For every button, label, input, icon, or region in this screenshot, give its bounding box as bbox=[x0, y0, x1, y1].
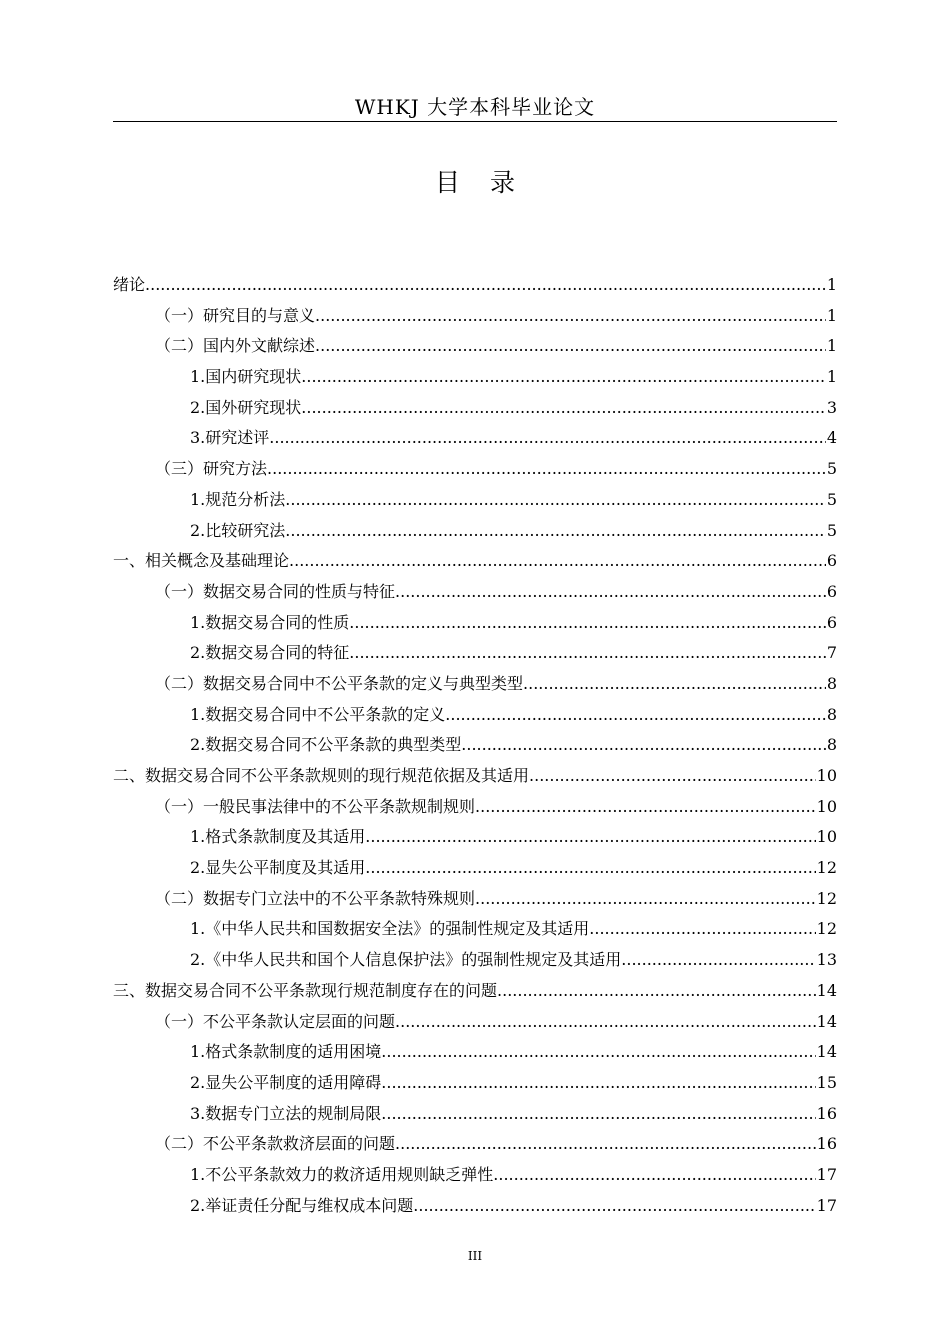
toc-entry-text: 2.显失公平制度及其适用 bbox=[190, 858, 366, 878]
toc-entry-text: 三、数据交易合同不公平条款现行规范制度存在的问题 bbox=[113, 980, 498, 1000]
toc-dot-leader bbox=[523, 669, 826, 700]
toc-dot-leader bbox=[285, 516, 826, 547]
toc-entry-page: 17 bbox=[816, 1195, 837, 1215]
toc-entry[interactable] bbox=[113, 546, 837, 577]
toc-entry[interactable] bbox=[113, 638, 837, 669]
toc-entry[interactable] bbox=[113, 1160, 837, 1191]
toc-entry-text: （二）数据专门立法中的不公平条款特殊规则 bbox=[155, 888, 476, 908]
toc-entry-text: 2.显失公平制度的适用障碍 bbox=[190, 1072, 382, 1092]
toc-entry-text: 3.数据专门立法的规制局限 bbox=[190, 1103, 382, 1123]
toc-dot-leader bbox=[349, 638, 826, 669]
toc-entry-page: 17 bbox=[816, 1164, 837, 1184]
toc-dot-leader bbox=[365, 822, 815, 853]
toc-entry-page: 10 bbox=[816, 827, 837, 847]
toc-dot-leader bbox=[315, 331, 826, 362]
toc-dot-leader bbox=[269, 423, 826, 454]
toc-entry-text: 1.数据交易合同中不公平条款的定义 bbox=[190, 704, 446, 724]
toc-entry-page: 3 bbox=[826, 397, 837, 417]
toc-dot-leader bbox=[267, 454, 826, 485]
toc-entry-text: （二）不公平条款救济层面的问题 bbox=[155, 1134, 396, 1154]
toc-dot-leader bbox=[413, 1191, 815, 1222]
toc-entry[interactable] bbox=[113, 362, 837, 393]
toc-entry-text: 2.数据交易合同不公平条款的典型类型 bbox=[190, 735, 462, 755]
toc-entry-page: 16 bbox=[816, 1103, 837, 1123]
toc-title: 目录 bbox=[434, 168, 545, 197]
header-divider bbox=[113, 121, 837, 122]
toc-dot-leader bbox=[315, 301, 826, 332]
toc-dot-leader bbox=[395, 1129, 816, 1160]
toc-entry[interactable] bbox=[113, 976, 837, 1007]
toc-dot-leader bbox=[395, 577, 826, 608]
toc-entry[interactable] bbox=[113, 761, 837, 792]
toc-dot-leader bbox=[395, 1007, 816, 1038]
toc-dot-leader bbox=[289, 546, 826, 577]
toc-entry-text: 1.《中华人民共和国数据安全法》的强制性规定及其适用 bbox=[190, 919, 590, 939]
toc-entry[interactable] bbox=[113, 270, 837, 301]
toc-entry[interactable] bbox=[113, 914, 837, 945]
toc-entry-page: 16 bbox=[816, 1134, 837, 1154]
page-header-title: WHKJ 大学本科毕业论文 bbox=[354, 95, 596, 119]
toc-dot-leader bbox=[475, 884, 816, 915]
toc-entry-text: （二）数据交易合同中不公平条款的定义与典型类型 bbox=[155, 673, 524, 693]
toc-entry[interactable] bbox=[113, 822, 837, 853]
toc-entry[interactable] bbox=[113, 700, 837, 731]
toc-dot-leader bbox=[365, 853, 815, 884]
toc-entry-text: 1.规范分析法 bbox=[190, 489, 286, 509]
toc-entry[interactable] bbox=[113, 1099, 837, 1130]
toc-entry-text: 1.数据交易合同的性质 bbox=[190, 612, 350, 632]
toc-dot-leader bbox=[301, 393, 826, 424]
toc-entry-text: 1.格式条款制度及其适用 bbox=[190, 827, 366, 847]
toc-dot-leader bbox=[285, 485, 826, 516]
toc-entry-text: （二）国内外文献综述 bbox=[155, 336, 316, 356]
toc-entry-text: 二、数据交易合同不公平条款规则的现行规范依据及其适用 bbox=[113, 766, 530, 785]
toc-entry-text: （一）一般民事法律中的不公平条款规制规则 bbox=[155, 796, 476, 816]
toc-entry-page: 8 bbox=[826, 735, 837, 755]
toc-entry-page: 6 bbox=[826, 581, 837, 601]
toc-entry-text: 3.研究述评 bbox=[190, 428, 270, 448]
toc-entry-page: 14 bbox=[816, 980, 837, 1000]
toc-entry-text: （一）数据交易合同的性质与特征 bbox=[155, 581, 396, 601]
toc-dot-leader bbox=[493, 1160, 815, 1191]
toc-entry-page: 8 bbox=[826, 704, 837, 724]
table-of-contents bbox=[113, 270, 837, 1221]
toc-entry-text: （一）不公平条款认定层面的问题 bbox=[155, 1011, 396, 1031]
toc-entry[interactable] bbox=[113, 423, 837, 454]
toc-entry-page: 1 bbox=[826, 336, 837, 356]
toc-entry-page: 6 bbox=[826, 551, 837, 571]
toc-entry[interactable] bbox=[113, 669, 837, 700]
toc-entry[interactable] bbox=[113, 1037, 837, 1068]
toc-entry-page: 1 bbox=[826, 305, 837, 325]
toc-entry[interactable] bbox=[113, 454, 837, 485]
toc-entry-page: 4 bbox=[826, 428, 837, 448]
toc-entry-page: 6 bbox=[826, 612, 837, 632]
toc-entry-text: （三）研究方法 bbox=[155, 459, 268, 479]
toc-entry-text: （一）研究目的与意义 bbox=[155, 305, 316, 325]
toc-dot-leader bbox=[381, 1099, 815, 1130]
toc-entry-text: 1.格式条款制度的适用困境 bbox=[190, 1042, 382, 1062]
toc-dot-leader bbox=[301, 362, 826, 393]
toc-entry-page: 1 bbox=[826, 275, 837, 294]
toc-dot-leader bbox=[381, 1068, 815, 1099]
toc-entry-page: 8 bbox=[826, 673, 837, 693]
toc-entry-page: 12 bbox=[816, 919, 837, 939]
toc-dot-leader bbox=[381, 1037, 815, 1068]
toc-entry-page: 1 bbox=[826, 367, 837, 387]
toc-dot-leader bbox=[589, 914, 815, 945]
toc-dot-leader bbox=[461, 730, 826, 761]
toc-entry-page: 5 bbox=[826, 520, 837, 540]
toc-entry[interactable] bbox=[113, 516, 837, 547]
toc-entry-page: 14 bbox=[816, 1011, 837, 1031]
toc-entry[interactable] bbox=[113, 1007, 837, 1038]
toc-entry[interactable] bbox=[113, 1068, 837, 1099]
toc-entry[interactable] bbox=[113, 301, 837, 332]
toc-entry[interactable] bbox=[113, 608, 837, 639]
toc-entry-page: 7 bbox=[826, 643, 837, 663]
toc-entry-text: 1.国内研究现状 bbox=[190, 367, 302, 387]
toc-entry[interactable] bbox=[113, 393, 837, 424]
toc-dot-leader bbox=[497, 976, 816, 1007]
toc-dot-leader bbox=[621, 945, 815, 976]
toc-entry-page: 10 bbox=[816, 796, 837, 816]
toc-entry-page: 13 bbox=[816, 950, 837, 970]
toc-entry-text: 一、相关概念及基础理论 bbox=[113, 551, 290, 571]
toc-entry-page: 14 bbox=[816, 1042, 837, 1062]
toc-entry-text: 绪论 bbox=[113, 275, 146, 294]
toc-entry-text: 2.比较研究法 bbox=[190, 520, 286, 540]
toc-dot-leader bbox=[475, 792, 816, 823]
toc-entry-text: 2.数据交易合同的特征 bbox=[190, 643, 350, 663]
toc-entry[interactable] bbox=[113, 853, 837, 884]
toc-entry-text: 2.国外研究现状 bbox=[190, 397, 302, 417]
toc-entry-page: 12 bbox=[816, 858, 837, 878]
toc-entry-page: 5 bbox=[826, 459, 837, 479]
toc-entry[interactable] bbox=[113, 730, 837, 761]
toc-dot-leader bbox=[529, 761, 816, 792]
toc-entry-text: 1.不公平条款效力的救济适用规则缺乏弹性 bbox=[190, 1164, 494, 1184]
toc-entry[interactable] bbox=[113, 884, 837, 915]
toc-entry-page: 12 bbox=[816, 888, 837, 908]
toc-entry-text: 2.《中华人民共和国个人信息保护法》的强制性规定及其适用 bbox=[190, 950, 622, 970]
toc-entry[interactable] bbox=[113, 792, 837, 823]
toc-entry-page: 5 bbox=[826, 489, 837, 509]
toc-entry[interactable] bbox=[113, 945, 837, 976]
toc-dot-leader bbox=[145, 270, 826, 301]
toc-entry-text: 2.举证责任分配与维权成本问题 bbox=[190, 1195, 414, 1215]
toc-entry[interactable] bbox=[113, 1191, 837, 1222]
toc-dot-leader bbox=[445, 700, 826, 731]
toc-dot-leader bbox=[349, 608, 826, 639]
toc-entry[interactable] bbox=[113, 1129, 837, 1160]
page-number: III bbox=[467, 1249, 483, 1263]
toc-entry[interactable] bbox=[113, 485, 837, 516]
toc-entry-page: 10 bbox=[816, 766, 837, 785]
toc-entry[interactable] bbox=[113, 331, 837, 362]
toc-entry[interactable] bbox=[113, 577, 837, 608]
toc-entry-page: 15 bbox=[816, 1072, 837, 1092]
